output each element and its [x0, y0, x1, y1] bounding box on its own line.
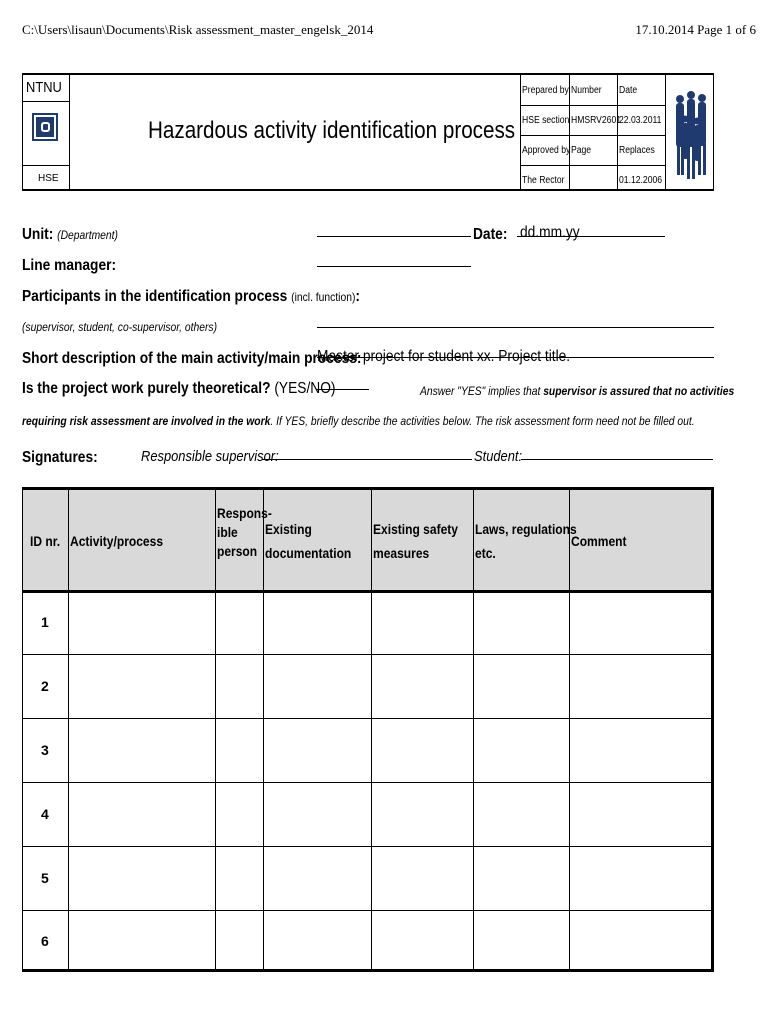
answer-note-b: supervisor is assured that no activities	[543, 384, 735, 398]
row-id-6: 6	[41, 933, 49, 949]
meta-number-label: Number	[571, 85, 602, 96]
meta-replaces-value: 01.12.2006	[619, 175, 663, 186]
meta-approved-label: Approved by	[522, 145, 571, 156]
col-header-responsible: Respons- ible person	[217, 505, 272, 559]
participants-colon: :	[355, 288, 360, 305]
answer-note-c: requiring risk assessment are involved in the work	[22, 414, 271, 428]
short-desc-label: Short description of the main activity/main process:	[22, 350, 362, 367]
form-title: Hazardous activity identification process	[148, 117, 516, 144]
print-date-page: 17.10.2014 Page 1 of 6	[635, 22, 756, 37]
signatures-label: Signatures:	[22, 449, 98, 466]
student-signature-field[interactable]	[521, 459, 713, 460]
participants-label: Participants in the identification process	[22, 288, 288, 305]
supervisor-signature-field[interactable]	[262, 459, 472, 460]
unit-label: Unit:	[22, 226, 54, 243]
unit-hint: (Department)	[57, 228, 118, 242]
meta-replaces-label: Replaces	[619, 145, 655, 156]
meta-date-label: Date	[619, 85, 638, 96]
col-header-comment: Comment	[571, 533, 627, 549]
col-header-laws: Laws, regulations etc.	[475, 521, 577, 561]
participants-hint: (incl. function)	[291, 290, 356, 304]
line-manager-label: Line manager:	[22, 257, 117, 274]
meta-date-value: 22.03.2011	[619, 115, 662, 126]
unit-field[interactable]	[317, 236, 471, 237]
date-value: dd.mm.yy	[520, 224, 580, 241]
participants-field[interactable]	[317, 327, 714, 328]
col-header-activity: Activity/process	[70, 533, 164, 549]
file-path: C:\Users\lisaun\Documents\Risk assessment_master_engelsk_2014	[22, 22, 374, 37]
theoretical-label: Is the project work purely theoretical?	[22, 380, 271, 397]
date-field[interactable]	[517, 236, 665, 237]
row-id-3: 3	[41, 742, 49, 758]
participants-examples: (supervisor, student, co-supervisor, others)	[22, 320, 218, 334]
meta-number-value: HMSRV2601	[571, 115, 622, 126]
row-id-5: 5	[41, 870, 49, 886]
meta-page-label: Page	[571, 145, 592, 156]
col-header-documentation: Existing documentation	[265, 521, 352, 561]
short-desc-field[interactable]	[317, 357, 714, 358]
ntnu-logo	[32, 113, 58, 141]
row-id-1: 1	[41, 614, 49, 630]
org-name: NTNU	[26, 79, 62, 96]
meta-prepared-label: Prepared by	[522, 85, 569, 96]
row-id-4: 4	[41, 806, 49, 822]
short-desc-value: Master project for student xx. Project title.	[317, 348, 571, 365]
theoretical-field[interactable]	[317, 389, 369, 390]
activity-table	[22, 487, 714, 972]
answer-note-a: Answer "YES" implies that	[420, 384, 544, 398]
col-header-id: ID nr.	[30, 533, 61, 549]
meta-approved-value: The Rector	[522, 175, 565, 186]
dept-name: HSE	[38, 173, 59, 184]
form-header	[22, 73, 714, 191]
supervisor-label: Responsible supervisor:	[141, 448, 279, 465]
date-label: Date:	[473, 226, 508, 243]
theoretical-options: (YES/NO)	[270, 380, 336, 397]
line-manager-field[interactable]	[317, 266, 471, 267]
student-label: Student:	[474, 448, 523, 465]
row-id-2: 2	[41, 678, 49, 694]
people-illustration	[673, 89, 709, 181]
col-header-safety: Existing safety measures	[373, 521, 458, 561]
answer-note-d: . If YES, briefly describe the activities below. The risk assessment form need not be filled out.	[270, 414, 695, 428]
meta-prepared-value: HSE section	[522, 115, 570, 126]
